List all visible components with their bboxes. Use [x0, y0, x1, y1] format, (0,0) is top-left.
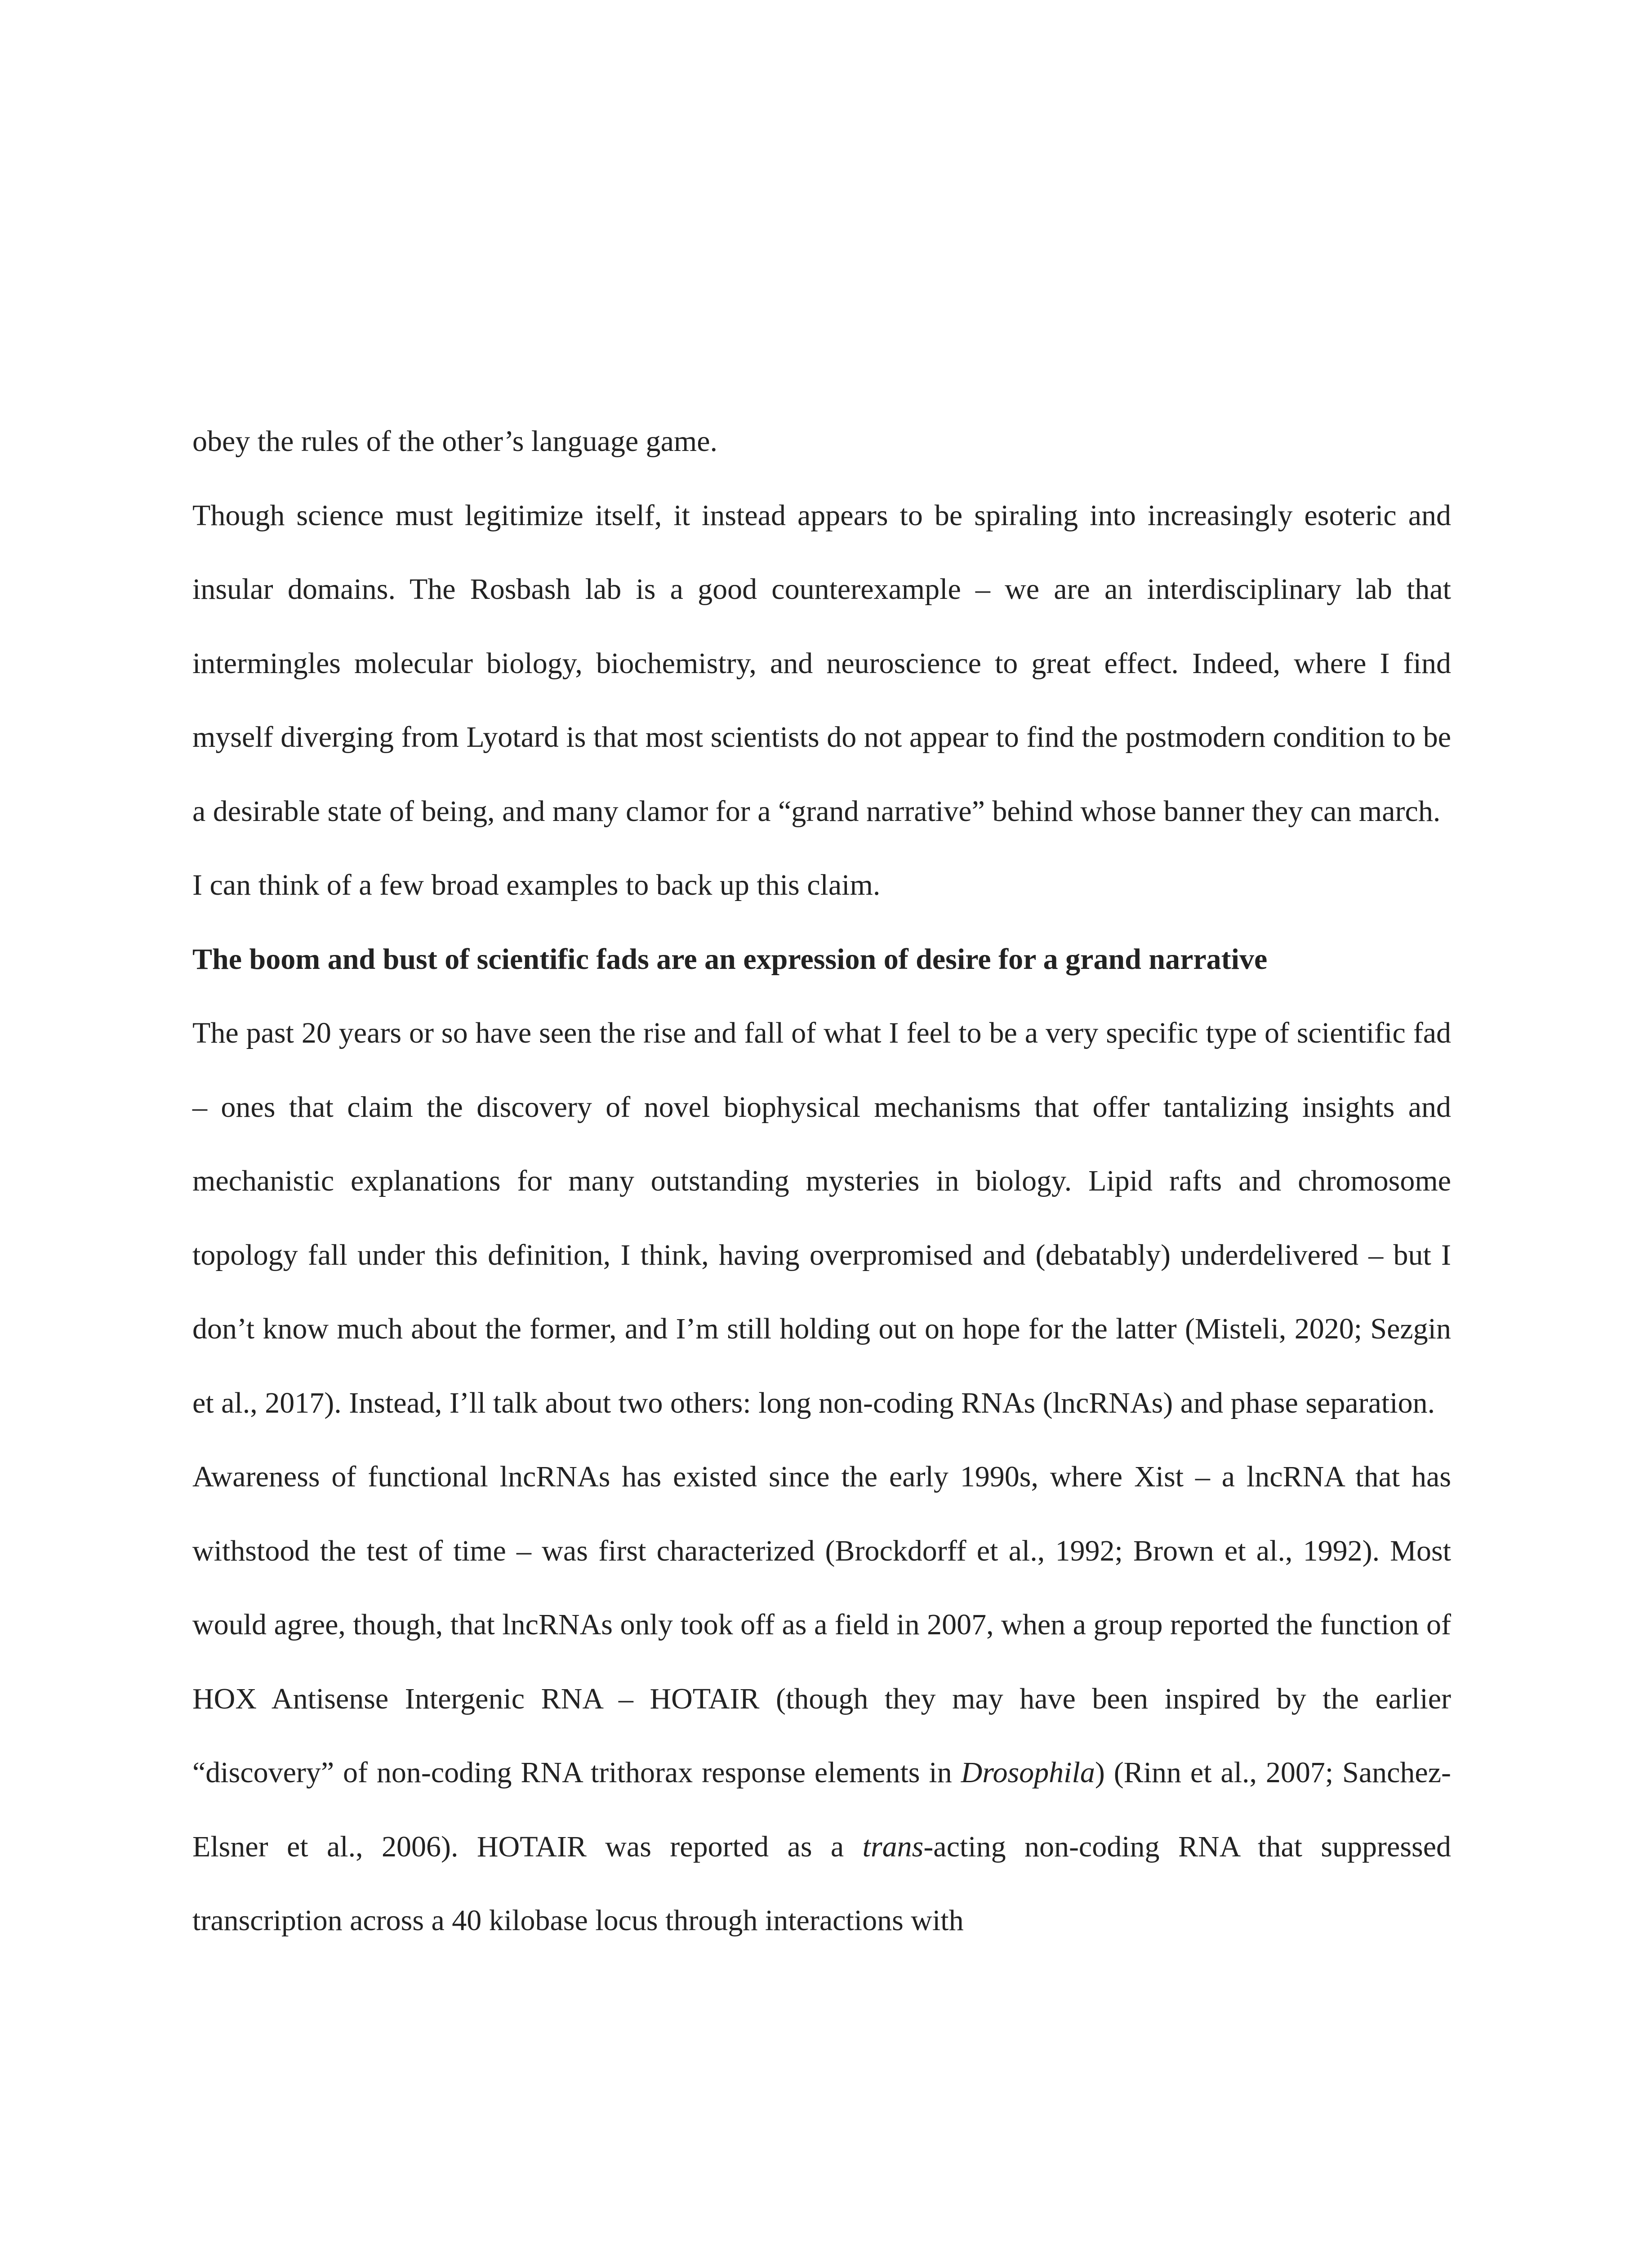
paragraph-fads: The past 20 years or so have seen the rise and fall of what I feel to be a very specific type of scientific fad – ones that claim the discovery of novel biophysical mechanisms that offer tantalizing insights and mechanistic explanations for many outstanding mysteries in biology. Lipid rafts and chromosome topology fall under this definition, I think, having overpromised and (debatably) underdelivered – but I don’t know much about the former, and I’m still holding out on hope for the latter (Misteli, 2020; Sezgin et al., 2017). Instead, I’ll talk about two others: long non-coding RNAs (lncRNAs) and phase separation. [192, 1017, 1451, 1419]
paragraph-legitimize: Though science must legitimize itself, it instead appears to be spiraling into increasingly esoteric and insular domains. The Rosbash lab is a good counterexample – we are an interdisciplinary lab that intermingles molecular biology, biochemistry, and neuroscience to great effect. Indeed, where I find myself diverging from Lyotard is that most scientists do not appear to find the postmodern condition to be a desirable state of being, and many clamor for a “grand narrative” behind whose banner they can march. [192, 499, 1451, 828]
paragraph-examples: I can think of a few broad examples to back up this claim. [192, 869, 881, 901]
paragraph-lncrna: Awareness of functional lncRNAs has existed since the early 1990s, where Xist – a lncRNA that has withstood the test of time – was first characterized (Brockdorff et al., 1992; Brown et al., 1992). Most would agree, though, that lncRNAs only took off as a field in 2007, when a group reported the function of HOX Antisense Intergenic RNA – HOTAIR (though they may have been inspired by the earlier “discovery” of non-coding RNA trithorax response elements in Drosophila) (Rinn et al., 2007; Sanchez-Elsner et al., 2006). HOTAIR was reported as a trans-acting non-coding RNA that suppressed transcription across a 40 kilobase locus through interactions with [192, 1460, 1451, 1937]
section-heading: The boom and bust of scientific fads are an expression of desire for a grand narrative [192, 942, 1268, 976]
paragraph-continuation: obey the rules of the other’s language game. [192, 425, 718, 458]
italic-term: trans [862, 1830, 924, 1863]
italic-term: Drosophila [961, 1756, 1095, 1789]
body-text [192, 405, 1451, 1958]
